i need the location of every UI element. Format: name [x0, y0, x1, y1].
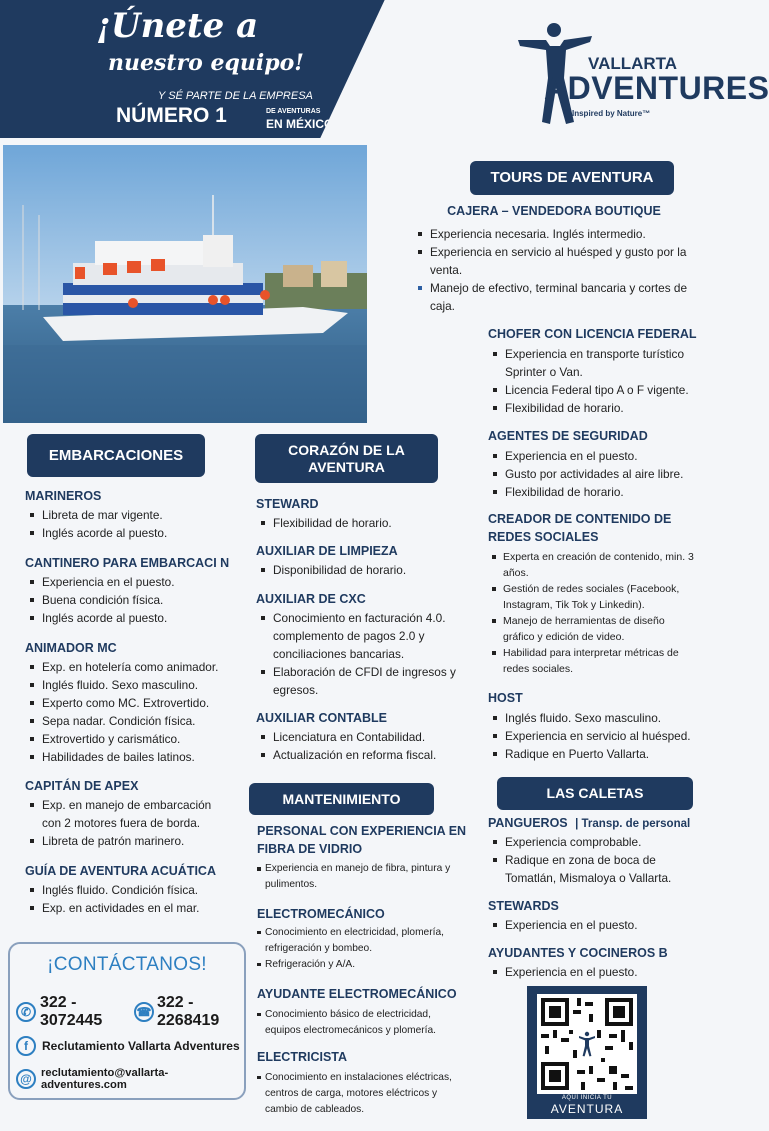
job-cantinero [25, 555, 247, 627]
job-title-sub: | Transp. de personal [575, 818, 691, 830]
job-title: FIBRA DE VIDRIO [257, 841, 363, 856]
qr-panel [527, 986, 647, 1119]
job-title: CAPITÁN DE APEX [25, 779, 139, 793]
job-contable [256, 710, 481, 764]
section-embarcaciones: EMBARCACIONES [27, 434, 205, 477]
list-item: Experto como MC. Extrovertido. [25, 694, 247, 712]
job-title: CREADOR DE CONTENIDO DE [488, 512, 672, 526]
email-link[interactable]: reclutamiento@vallarta-adventures.com [41, 1067, 169, 1091]
phone-1[interactable]: 322 - 3072445 [40, 994, 103, 1029]
job-title: ELECTROMECÁNICO [257, 907, 385, 921]
list-item: Experiencia en manejo de fibra, pintura y pulimentos. [257, 861, 467, 893]
banner-number: NÚMERO 1 [116, 104, 227, 127]
contact-facebook [16, 1036, 240, 1056]
list-item: Inglés fluido. Sexo masculino. [25, 676, 247, 694]
contact-title: ¡CONTÁCTANOS! [47, 954, 207, 975]
section-tours: TOURS DE AVENTURA [470, 161, 674, 195]
section-mantenimiento: MANTENIMIENTO [249, 783, 434, 815]
job-ayudante-electromecanico [257, 986, 467, 1039]
list-item: Habilidades de bailes latinos. [25, 748, 247, 766]
job-title-main: PANGUEROS [488, 816, 568, 830]
job-fibra-vidrio [257, 823, 467, 893]
job-animador [25, 640, 247, 766]
list-item: Actualización en reforma fiscal. [256, 746, 481, 764]
list-item: Experiencia en el puesto. [488, 916, 706, 934]
job-title: CANTINERO PARA EMBARCACI N [25, 556, 230, 570]
list-item: Flexibilidad de horario. [488, 483, 706, 501]
list-item: Experiencia en transporte turístico Sprinter o Van. [488, 345, 706, 381]
job-capitan [25, 778, 230, 850]
job-title: PERSONAL CON EXPERIENCIA EN [257, 824, 467, 838]
logo-text-line2: ADVENTURES [544, 70, 769, 106]
list-item: Exp. en hotelería como animador. [25, 658, 247, 676]
list-item: Inglés acorde al puesto. [25, 609, 247, 627]
list-item: Habilidad para interpretar métricas de redes sociales. [488, 645, 698, 677]
job-title: ELECTRICISTA [257, 1050, 348, 1064]
list-item: Gusto por actividades al aire libre. [488, 465, 706, 483]
job-electricista [257, 1049, 467, 1118]
list-item: Flexibilidad de horario. [488, 399, 706, 417]
contact-phones [16, 994, 244, 1030]
list-item: Experiencia en servicio al huésped y gusto por la venta. [413, 243, 695, 279]
list-item: Experiencia en el puesto. [488, 447, 706, 465]
list-item: Experiencia en el puesto. [25, 573, 247, 591]
job-chofer [488, 326, 706, 417]
list-item: Experiencia en servicio al huésped. [488, 727, 706, 745]
list-item: Licenciatura en Contabilidad. [256, 728, 481, 746]
list-item: Exp. en actividades en el mar. [25, 899, 247, 917]
qr-caption-2: AVENTURA [550, 1102, 624, 1116]
job-title: AGENTES DE SEGURIDAD [488, 429, 648, 443]
job-title: HOST [488, 691, 523, 705]
phone-icon: ☎ [134, 1002, 154, 1022]
phone-2[interactable]: 322 - 2268419 [157, 994, 220, 1029]
qr-caption-1: AQUÍ INICIA TU [561, 1095, 613, 1101]
section-corazon [255, 434, 438, 483]
job-title: CAJERA – VENDEDORA BOUTIQUE [447, 204, 661, 218]
list-item: Licencia Federal tipo A o F vigente. [488, 381, 706, 399]
job-stewards [488, 898, 706, 934]
catamaran-photo [3, 145, 367, 423]
list-item: Gestión de redes sociales (Facebook, Instagram, Tik Tok y Linkedin). [488, 581, 698, 613]
email-icon: @ [16, 1069, 36, 1089]
job-title: AUXILIAR DE LIMPIEZA [256, 544, 398, 558]
job-agentes [488, 428, 706, 501]
job-limpieza [256, 543, 481, 579]
list-item: Radique en Puerto Vallarta. [488, 745, 706, 763]
list-item: Conocimiento básico de electricidad, equipos electromecánicos y plomería. [257, 1007, 467, 1039]
section-corazon-line2: AVENTURA [308, 458, 385, 475]
list-item: Experta en creación de contenido, min. 3 años. [488, 549, 698, 581]
logo-tagline: Inspired by Nature™ [572, 109, 651, 118]
brand-logo [512, 18, 769, 136]
job-title: STEWARDS [488, 899, 559, 913]
qr-code[interactable] [537, 994, 637, 1094]
contact-box [8, 942, 246, 1100]
section-caletas: LAS CALETAS [497, 777, 693, 810]
list-item: Manejo de herramientas de diseño gráfico y edición de video. [488, 613, 698, 645]
job-steward [256, 496, 481, 532]
job-cxc [256, 591, 461, 699]
banner-line3: Y SÉ PARTE DE LA EMPRESA [158, 90, 313, 102]
facebook-icon: f [16, 1036, 36, 1056]
header-banner [0, 0, 392, 138]
logo-text-line1: VALLARTA [588, 54, 678, 73]
job-pangueros [488, 815, 706, 887]
job-title: REDES SOCIALES [488, 529, 599, 544]
job-title: CHOFER CON LICENCIA FEDERAL [488, 327, 697, 341]
section-corazon-line1: CORAZÓN DE LA [288, 442, 405, 459]
list-item: Experiencia en el puesto. [488, 963, 706, 981]
job-title: AYUDANTES Y COCINEROS B [488, 946, 668, 960]
job-electromecanico [257, 906, 467, 973]
banner-sub2: EN MÉXICO [266, 117, 334, 131]
list-item: Libreta de patrón marinero. [25, 832, 230, 850]
job-marineros [25, 488, 247, 542]
job-ayudantes-cocineros [488, 945, 706, 981]
job-host [488, 690, 706, 763]
list-item: Extrovertido y carismático. [25, 730, 247, 748]
job-title: AYUDANTE ELECTROMECÁNICO [257, 987, 457, 1001]
job-title: AUXILIAR CONTABLE [256, 711, 388, 725]
contact-email [16, 1067, 244, 1091]
list-item: Sepa nadar. Condición física. [25, 712, 247, 730]
list-item: Disponibilidad de horario. [256, 561, 481, 579]
list-item: Flexibilidad de horario. [256, 514, 481, 532]
job-title [488, 815, 706, 833]
list-item: Elaboración de CFDI de ingresos y egresos. [256, 663, 461, 699]
banner-line2: nuestro equipo! [108, 50, 304, 76]
job-title: STEWARD [256, 497, 319, 511]
whatsapp-icon: ✆ [16, 1002, 36, 1022]
list-item: Radique en zona de boca de Tomatlán, Mismaloya o Vallarta. [488, 851, 706, 887]
list-item: Refrigeración y A/A. [257, 957, 467, 973]
list-item: Experiencia necesaria. Inglés intermedio. [413, 225, 695, 243]
banner-line1: ¡Únete a [96, 6, 259, 46]
banner-sub1: DE AVENTURAS [266, 108, 321, 115]
job-creador [488, 511, 698, 677]
job-title: MARINEROS [25, 489, 102, 503]
facebook-link[interactable]: Reclutamiento Vallarta Adventures [42, 1039, 240, 1053]
list-item: Conocimiento en instalaciones eléctricas, centros de carga, motores eléctricos y cambio de cableados. [257, 1070, 467, 1118]
job-title: AUXILIAR DE CXC [256, 592, 366, 606]
list-item: Inglés acorde al puesto. [25, 524, 247, 542]
list-item: Inglés fluido. Condición física. [25, 881, 247, 899]
job-title: ANIMADOR MC [25, 641, 117, 655]
list-item: Libreta de mar vigente. [25, 506, 247, 524]
list-item: Conocimiento en facturación 4.0. complemento de pagos 2.0 y conciliaciones bancarias. [256, 609, 461, 663]
job-cajera [413, 203, 695, 315]
job-guia [25, 863, 247, 917]
list-item: Inglés fluido. Sexo masculino. [488, 709, 706, 727]
list-item: Manejo de efectivo, terminal bancaria y cortes de caja. [413, 279, 695, 315]
job-title: GUÍA DE AVENTURA ACUÁTICA [25, 864, 216, 878]
list-item: Conocimiento en electricidad, plomería, refrigeración y bombeo. [257, 925, 467, 957]
list-item: Experiencia comprobable. [488, 833, 706, 851]
list-item: Exp. en manejo de embarcación con 2 motores fuera de borda. [25, 796, 230, 832]
list-item: Buena condición física. [25, 591, 247, 609]
